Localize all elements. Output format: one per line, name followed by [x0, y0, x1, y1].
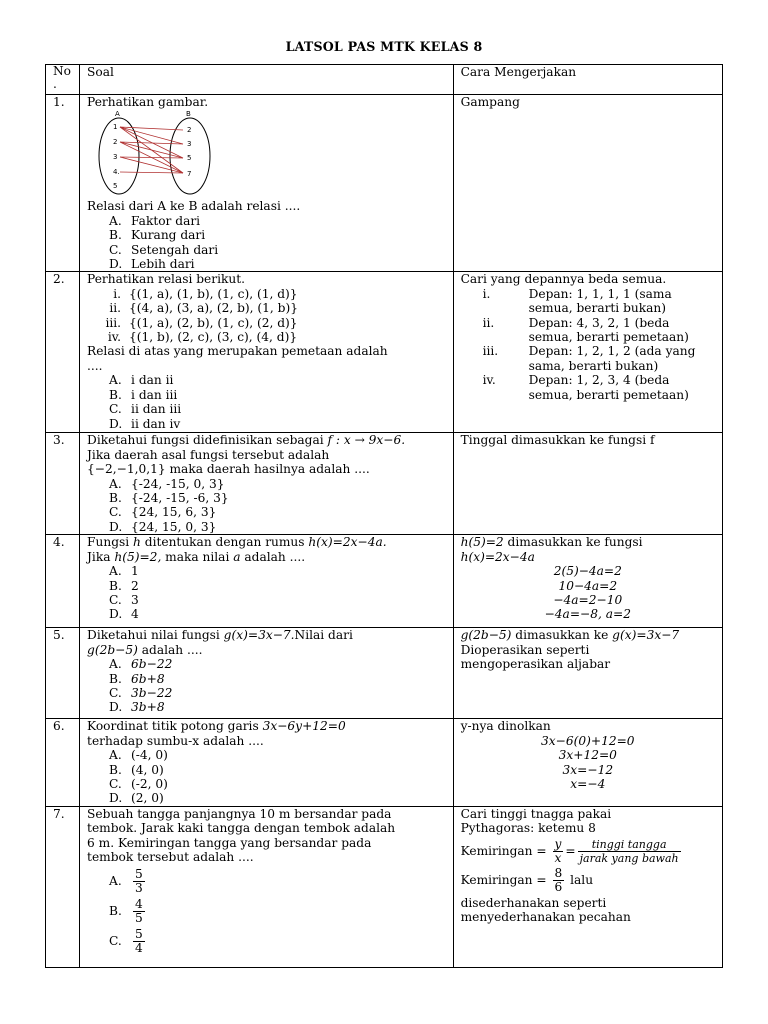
option-d[interactable]: [87, 791, 446, 805]
text-fragment: B.: [109, 491, 122, 506]
text-fragment: 3: [135, 880, 143, 895]
answer-step: 3x+12=0: [558, 748, 617, 763]
table-row: [46, 433, 723, 535]
answer-text: Tinggal dimasukkan ke fungsi f: [460, 433, 655, 448]
text-fragment: 4: [131, 607, 139, 622]
text-fragment: D.: [109, 607, 123, 622]
header-cara: Cara Mengerjakan: [453, 65, 722, 95]
text-fragment: 5: [135, 926, 143, 941]
text-fragment: C.: [109, 505, 122, 520]
text-fragment: Kemiringan =: [460, 872, 547, 887]
text-fragment: 3x−6y+12=0: [262, 719, 346, 734]
table-row: [46, 95, 723, 272]
text-fragment: Jika: [87, 549, 115, 564]
text-fragment: lalu: [566, 872, 594, 887]
table-row: [46, 719, 723, 806]
answer-text: Pythagoras: ketemu 8: [460, 821, 596, 836]
text-fragment: Nilai dari: [294, 628, 353, 643]
text-fragment: (-4, 0): [131, 748, 168, 763]
option-b[interactable]: [87, 672, 446, 686]
question-text: Relasi dari A ke B adalah relasi ....: [87, 199, 301, 214]
question-text: Sebuah tangga panjangnya 10 m bersandar pada: [87, 806, 392, 821]
text-fragment: B.: [109, 762, 122, 777]
text-fragment: A.: [109, 748, 122, 763]
answer-text: Gampang: [460, 95, 520, 109]
text-fragment: 3b+8: [131, 700, 165, 715]
answer-text: Cari tinggi tnagga pakai: [460, 806, 612, 821]
text-fragment: B.: [109, 578, 122, 593]
option-a[interactable]: [87, 214, 446, 228]
answer-cell: [453, 433, 722, 535]
text-fragment: 6: [554, 879, 563, 894]
answer-item: [461, 316, 715, 345]
text-fragment: {(1, a), (2, b), (1, c), (2, d)}: [129, 315, 298, 330]
text-fragment: dimasukkan ke fungsi: [503, 535, 643, 550]
question-text: [87, 462, 446, 476]
option-c[interactable]: [87, 686, 446, 700]
text-fragment: Kemiringan =: [460, 843, 547, 858]
text-fragment: 4: [135, 940, 143, 955]
text-fragment: {-24, -15, -6, 3}: [131, 491, 229, 506]
question-text: Jika daerah asal fungsi tersebut adalah: [87, 447, 330, 462]
row-number: 1.: [46, 95, 80, 272]
text-fragment: f : x → 9x−6.: [327, 433, 406, 448]
text-fragment: {-24, -15, 0, 3}: [131, 476, 225, 491]
text-fragment: {24, 15, 0, 3}: [131, 519, 217, 534]
option-d[interactable]: [87, 417, 446, 431]
answer-text: [461, 535, 715, 549]
text-fragment: i dan ii: [131, 373, 174, 388]
text-fragment: Setengah dari: [131, 242, 219, 257]
text-fragment: A.: [109, 657, 122, 672]
table-row: [46, 806, 723, 967]
option-a[interactable]: [87, 868, 446, 895]
text-fragment: ii.: [109, 301, 122, 316]
text-fragment: A.: [109, 373, 122, 388]
option-c[interactable]: [87, 593, 446, 607]
text-fragment: D.: [109, 700, 123, 715]
header-no: No .: [46, 65, 80, 95]
text-fragment: iii.: [105, 315, 122, 330]
option-b[interactable]: [87, 388, 446, 402]
text-fragment: B.: [109, 903, 122, 918]
answer-text: disederhanakan seperti: [460, 895, 607, 910]
question-text: tembok tersebut adalah ....: [87, 850, 254, 865]
text-fragment: ii.: [482, 315, 495, 330]
text-fragment: Diketahui fungsi didefinisikan sebagai: [87, 433, 328, 448]
header-soal: Soal: [80, 65, 454, 95]
question-cell: [80, 433, 454, 535]
text-fragment: (-2, 0): [131, 777, 168, 792]
question-cell: [80, 272, 454, 433]
text-fragment: C.: [109, 242, 122, 257]
text-fragment: 5: [135, 866, 143, 881]
option-d[interactable]: [87, 607, 446, 621]
text-fragment: D.: [109, 519, 123, 534]
table-header-row: [46, 65, 723, 95]
text-fragment: D.: [109, 416, 123, 431]
answer-text: Dioperasikan seperti: [460, 642, 590, 657]
question-text: terhadap sumbu-x adalah ....: [87, 733, 264, 748]
text-fragment: A.: [109, 873, 122, 888]
text-fragment: A.: [109, 213, 122, 228]
question-text: [87, 628, 446, 642]
answer-cell: [453, 95, 722, 272]
fraction-8-over-6: [553, 867, 565, 894]
answer-text: mengoperasikan aljabar: [460, 657, 611, 672]
text-fragment: 3: [131, 593, 139, 608]
answer-step: −4a=2−10: [553, 593, 623, 608]
question-text: tembok. Jarak kaki tangga dengan tembok adalah: [87, 821, 396, 836]
text-fragment: 1: [131, 564, 139, 579]
set-a-item: 5: [113, 182, 118, 191]
fraction-y-over-x: [553, 838, 564, 865]
text-fragment: A.: [109, 476, 122, 491]
text-fragment: 3b−22: [131, 686, 173, 701]
option-fraction: [133, 868, 145, 895]
text-fragment: x: [554, 850, 562, 865]
option-c[interactable]: [87, 243, 446, 257]
option-b[interactable]: [87, 579, 446, 593]
text-fragment: C.: [109, 686, 122, 701]
answer-step: 10−4a=2: [558, 578, 618, 593]
row-number: 2.: [46, 272, 80, 433]
answer-intro: Cari yang depannya beda semua.: [460, 272, 667, 287]
option-a[interactable]: [87, 373, 446, 387]
answer-step: −4a=−8, a=2: [544, 607, 631, 622]
text-fragment: {(1, a), (1, b), (1, c), (1, d)}: [129, 286, 298, 301]
answer-step: 2(5)−4a=2: [553, 564, 622, 579]
text-fragment: i.: [113, 286, 122, 301]
option-c[interactable]: [87, 402, 446, 416]
relation-item: [87, 301, 446, 315]
text-fragment: adalah ....: [137, 642, 203, 657]
text-fragment: y: [554, 836, 562, 851]
row-number: 7.: [46, 806, 80, 967]
kemiringan-formula: Kemiringan = $\frac{y}{x}$ = $\frac{\text{tinggi tangga}}{\text{jarak yang bawah}}$: [460, 836, 679, 865]
set-a-item: 1: [113, 123, 118, 132]
text-fragment: B.: [109, 387, 122, 402]
row-number: 5.: [46, 628, 80, 719]
question-text: [87, 535, 446, 549]
text-fragment: D.: [109, 257, 123, 272]
text-fragment: 2: [131, 578, 139, 593]
text-fragment: Depan: 4, 3, 2, 1 (beda semua, berarti pemetaan): [528, 315, 689, 345]
set-b-label: B: [186, 110, 191, 119]
text-fragment: Koordinat titik potong garis: [87, 719, 263, 734]
text-fragment: Depan: 1, 2, 3, 4 (beda semua, berarti pemetaan): [528, 373, 689, 402]
answer-cell: [453, 719, 722, 806]
relation-item: [87, 330, 446, 344]
text-fragment: Fungsi: [87, 535, 134, 550]
text-fragment: a: [233, 549, 241, 564]
question-text: 6 m. Kemiringan tangga yang bersandar pada: [87, 835, 372, 850]
question-cell: [80, 95, 454, 272]
question-intro: Perhatikan gambar.: [87, 95, 209, 109]
text-fragment: Depan: 1, 2, 1, 2 (ada yang sama, berarti bukan): [528, 344, 696, 373]
question-text: [87, 550, 446, 564]
option-c[interactable]: [87, 505, 446, 519]
option-c[interactable]: [87, 928, 446, 955]
answer-cell: [453, 272, 722, 433]
text-fragment: i dan iii: [131, 387, 178, 402]
text-fragment: g(2b−5): [87, 642, 138, 657]
text-fragment: h(x)=2x−4a.: [308, 535, 387, 550]
answer-item: [461, 287, 715, 316]
answer-text: menyederhanakan pecahan: [460, 910, 631, 925]
question-cell: [80, 719, 454, 806]
text-fragment: Diketahui nilai fungsi: [87, 628, 224, 643]
option-a[interactable]: [87, 477, 446, 491]
option-a[interactable]: [87, 564, 446, 578]
text-fragment: g(x)=3x−7: [612, 628, 680, 643]
table-row: [46, 628, 723, 719]
text-fragment: C.: [109, 777, 122, 792]
text-fragment: h: [133, 535, 141, 550]
question-cell: [80, 535, 454, 628]
text-fragment: Kurang dari: [131, 228, 206, 243]
question-cell: [80, 806, 454, 967]
answer-text: [461, 628, 715, 642]
text-fragment: 5: [135, 910, 143, 925]
answer-cell: [453, 806, 722, 967]
set-a-ellipse: [99, 118, 139, 194]
text-fragment: Lebih dari: [131, 257, 195, 272]
option-b[interactable]: [87, 763, 446, 777]
option-b[interactable]: [87, 491, 446, 505]
option-d[interactable]: [87, 520, 446, 534]
relation-item: [87, 287, 446, 301]
text-fragment: 6b−22: [131, 657, 173, 672]
text-fragment: adalah ....: [240, 549, 306, 564]
text-fragment: A.: [109, 564, 122, 579]
set-a-label: A: [115, 110, 120, 119]
text-fragment: 4: [135, 896, 143, 911]
text-fragment: B.: [109, 228, 122, 243]
text-fragment: B.: [109, 671, 122, 686]
option-b[interactable]: [87, 898, 446, 925]
answer-step: 3x=−12: [562, 762, 614, 777]
set-b-item: 3: [187, 140, 192, 149]
relation-item: [87, 316, 446, 330]
text-fragment: C.: [109, 933, 122, 948]
option-a[interactable]: [87, 657, 446, 671]
answer-item: [461, 373, 715, 402]
question-text-cont: ....: [87, 358, 103, 373]
text-fragment: Depan: 1, 1, 1, 1 (sama semua, berarti bukan): [528, 286, 672, 316]
text-fragment: iii.: [482, 344, 499, 359]
row-number: 3.: [46, 433, 80, 535]
text-fragment: h(5)=2: [460, 535, 504, 550]
fraction-height-over-distance: [578, 838, 681, 865]
question-text: [87, 433, 446, 447]
answer-step: 3x−6(0)+12=0: [541, 733, 635, 748]
answer-cell: [453, 535, 722, 628]
page-title: LATSOL PAS MTK KELAS 8: [285, 39, 483, 54]
text-fragment: iv.: [107, 330, 122, 345]
text-fragment: maka nilai: [161, 549, 234, 564]
text-fragment: {(4, a), (3, a), (2, b), (1, b)}: [129, 301, 298, 316]
text-fragment: h(5)=2,: [114, 549, 162, 564]
text-fragment: 8: [554, 865, 563, 880]
set-a-item: 4.: [113, 168, 120, 177]
text-fragment: g(2b−5): [460, 628, 512, 643]
option-d[interactable]: [87, 700, 446, 714]
text-fragment: dimasukkan ke: [511, 628, 613, 643]
option-fraction: [133, 898, 145, 925]
answer-text: h(x)=2x−4a: [460, 549, 535, 564]
text-fragment: ii dan iv: [131, 416, 181, 431]
option-d[interactable]: [87, 257, 446, 271]
table-row: [46, 272, 723, 433]
text-fragment: ii dan iii: [131, 402, 182, 417]
answer-item: [461, 344, 715, 373]
text-fragment: {24, 15, 6, 3}: [131, 505, 217, 520]
text-fragment: tinggi tangga: [578, 838, 681, 852]
set-a-item: 2: [113, 138, 118, 147]
row-number: 4.: [46, 535, 80, 628]
text-fragment: jarak yang bawah: [579, 851, 679, 865]
question-text: [87, 643, 446, 657]
text-fragment: iv.: [482, 373, 496, 388]
table-row: [46, 535, 723, 628]
option-a[interactable]: [87, 748, 446, 762]
answer-step: x=−4: [570, 777, 606, 792]
text-fragment: i.: [482, 286, 491, 301]
text-fragment: {(1, b), (2, c), (3, c), (4, d)}: [129, 330, 298, 345]
text-fragment: (4, 0): [131, 762, 164, 777]
option-b[interactable]: [87, 228, 446, 242]
question-text: [87, 719, 446, 733]
text-fragment: C.: [109, 593, 122, 608]
quiz-table: [45, 64, 723, 968]
question-intro: Perhatikan relasi berikut.: [87, 272, 245, 287]
answer-cell: [453, 628, 722, 719]
answer-text: y-nya dinolkan: [460, 719, 551, 734]
set-b-item: 2: [187, 126, 192, 135]
text-fragment: 6b+8: [131, 671, 165, 686]
question-cell: [80, 628, 454, 719]
set-a-item: 3: [113, 153, 118, 162]
text-fragment: ditentukan dengan rumus: [140, 535, 309, 550]
text-fragment: C.: [109, 402, 122, 417]
text-fragment: Faktor dari: [131, 213, 201, 228]
question-text: Relasi di atas yang merupakan pemetaan adalah: [87, 344, 388, 359]
set-b-item: 7: [187, 170, 192, 179]
text-fragment: g(x)=3x−7.: [223, 628, 295, 643]
kemiringan-result: [461, 867, 715, 894]
row-number: 6.: [46, 719, 80, 806]
text-fragment: maka daerah hasilnya adalah ....: [165, 462, 370, 477]
option-fraction: [133, 928, 145, 955]
relation-diagram: [89, 109, 219, 199]
text-fragment: (2, 0): [131, 791, 164, 806]
set-b-item: 5: [187, 154, 192, 163]
text-fragment: D.: [109, 791, 123, 806]
text-fragment: {−2,−1,0,1}: [87, 462, 166, 477]
option-c[interactable]: [87, 777, 446, 791]
